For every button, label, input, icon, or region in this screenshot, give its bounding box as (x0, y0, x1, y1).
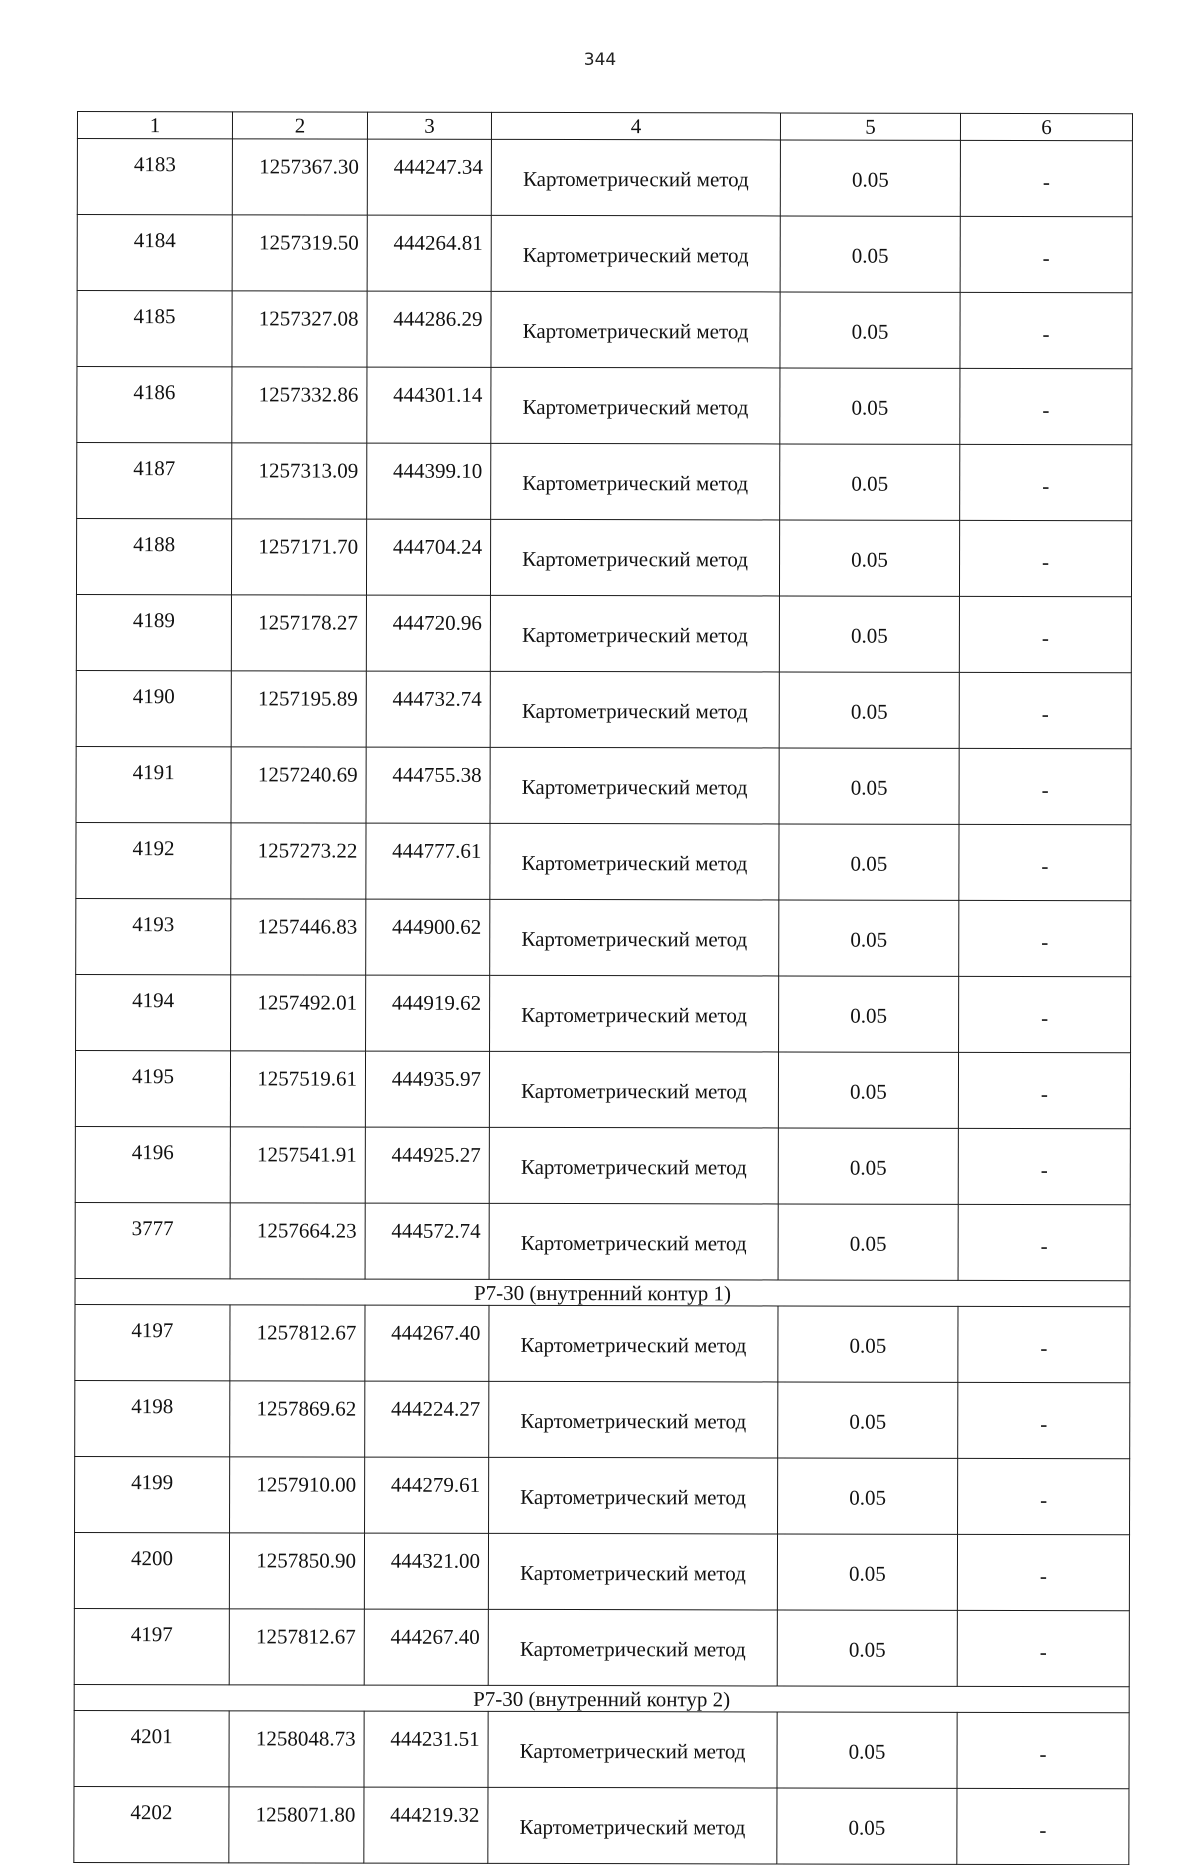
cell-x-coordinate: 1257332.86 (232, 367, 367, 443)
table-row (76, 670, 1131, 748)
cell-method: Картометрический метод (490, 747, 779, 824)
table-row (75, 1126, 1130, 1204)
cell-y-coordinate: 444231.51 (364, 1711, 488, 1787)
cell-x-coordinate: 1257367.30 (232, 139, 367, 215)
section-row (75, 1278, 1130, 1306)
cell-accuracy: 0.05 (780, 292, 960, 368)
cell-y-coordinate: 444279.61 (365, 1457, 489, 1533)
cell-point-number: 4196 (75, 1126, 230, 1202)
cell-note: - (957, 1610, 1129, 1686)
table-row (76, 746, 1131, 824)
cell-method: Картометрический метод (489, 1051, 778, 1128)
table-row (75, 1456, 1130, 1534)
column-header-4: 4 (491, 112, 780, 140)
cell-point-number: 4191 (76, 746, 231, 822)
cell-x-coordinate: 1258071.80 (229, 1787, 364, 1863)
cell-y-coordinate: 444925.27 (365, 1127, 489, 1203)
cell-x-coordinate: 1258048.73 (229, 1711, 364, 1787)
table-row (75, 1304, 1130, 1382)
cell-x-coordinate: 1257812.67 (230, 1305, 365, 1381)
cell-point-number: 4184 (77, 215, 232, 291)
cell-note: - (959, 824, 1131, 900)
cell-y-coordinate: 444919.62 (366, 975, 490, 1051)
cell-x-coordinate: 1257319.50 (232, 215, 367, 291)
cell-method: Картометрический метод (491, 291, 780, 368)
cell-point-number: 4186 (77, 367, 232, 443)
cell-method: Картометрический метод (489, 1305, 778, 1382)
cell-y-coordinate: 444264.81 (367, 215, 491, 291)
cell-accuracy: 0.05 (780, 140, 960, 216)
cell-x-coordinate: 1257240.69 (231, 747, 366, 823)
table-row (76, 898, 1131, 976)
cell-method: Картометрический метод (489, 1381, 778, 1458)
column-header-3: 3 (367, 112, 491, 139)
table-row (74, 1532, 1129, 1610)
cell-point-number: 4197 (74, 1608, 229, 1684)
cell-note: - (959, 900, 1131, 976)
cell-y-coordinate: 444732.74 (366, 671, 490, 747)
cell-accuracy: 0.05 (779, 520, 959, 596)
cell-method: Картометрический метод (488, 1533, 777, 1610)
cell-method: Картометрический метод (488, 1787, 777, 1864)
cell-note: - (958, 1128, 1130, 1204)
cell-x-coordinate: 1257178.27 (231, 595, 366, 671)
cell-y-coordinate: 444224.27 (365, 1381, 489, 1457)
cell-accuracy: 0.05 (778, 1204, 958, 1280)
table-row (77, 291, 1132, 369)
cell-method: Картометрический метод (488, 1609, 777, 1686)
cell-x-coordinate: 1257869.62 (230, 1381, 365, 1457)
cell-method: Картометрический метод (491, 215, 780, 292)
cell-y-coordinate: 444219.32 (364, 1787, 488, 1863)
cell-y-coordinate: 444301.14 (367, 367, 491, 443)
cell-y-coordinate: 444720.96 (366, 595, 490, 671)
cell-y-coordinate: 444247.34 (367, 139, 491, 215)
cell-accuracy: 0.05 (780, 368, 960, 444)
cell-y-coordinate: 444777.61 (366, 823, 490, 899)
cell-method: Картометрический метод (488, 1711, 777, 1788)
cell-note: - (959, 520, 1131, 596)
page-number: 344 (583, 50, 617, 70)
table-row (77, 215, 1132, 293)
cell-point-number: 4183 (77, 139, 232, 215)
cell-point-number: 4188 (76, 519, 231, 595)
cell-accuracy: 0.05 (779, 672, 959, 748)
cell-x-coordinate: 1257171.70 (231, 519, 366, 595)
cell-x-coordinate: 1257273.22 (231, 823, 366, 899)
cell-method: Картометрический метод (491, 443, 780, 520)
cell-y-coordinate: 444267.40 (364, 1609, 488, 1685)
cell-note: - (960, 292, 1132, 368)
cell-point-number: 3777 (75, 1202, 230, 1278)
cell-method: Картометрический метод (490, 671, 779, 748)
cell-x-coordinate: 1257313.09 (232, 443, 367, 519)
coordinates-table (73, 111, 1133, 1865)
cell-accuracy: 0.05 (778, 1458, 958, 1534)
cell-x-coordinate: 1257519.61 (230, 1051, 365, 1127)
table-row (76, 974, 1131, 1052)
cell-y-coordinate: 444286.29 (367, 291, 491, 367)
cell-point-number: 4187 (77, 443, 232, 519)
cell-point-number: 4192 (76, 822, 231, 898)
table-row (77, 139, 1132, 217)
cell-note: - (959, 976, 1131, 1052)
cell-accuracy: 0.05 (779, 976, 959, 1052)
cell-accuracy: 0.05 (778, 1306, 958, 1382)
cell-note: - (958, 1204, 1130, 1280)
cell-x-coordinate: 1257664.23 (230, 1203, 365, 1279)
cell-method: Картометрический метод (490, 595, 779, 672)
cell-x-coordinate: 1257910.00 (230, 1457, 365, 1533)
cell-note: - (959, 596, 1131, 672)
header-row (77, 112, 1132, 141)
cell-accuracy: 0.05 (780, 216, 960, 292)
cell-y-coordinate: 444572.74 (365, 1203, 489, 1279)
cell-note: - (957, 1534, 1129, 1610)
cell-method: Картометрический метод (490, 975, 779, 1052)
cell-note: - (958, 1306, 1130, 1382)
table-row (77, 367, 1132, 445)
cell-note: - (960, 140, 1132, 216)
cell-y-coordinate: 444321.00 (364, 1533, 488, 1609)
cell-y-coordinate: 444935.97 (365, 1051, 489, 1127)
cell-x-coordinate: 1257327.08 (232, 291, 367, 367)
cell-x-coordinate: 1257492.01 (231, 975, 366, 1051)
table-body (74, 112, 1133, 1865)
column-header-6: 6 (960, 113, 1132, 140)
cell-y-coordinate: 444399.10 (367, 443, 491, 519)
table-row (75, 1050, 1130, 1128)
cell-accuracy: 0.05 (777, 1712, 957, 1788)
cell-point-number: 4193 (76, 898, 231, 974)
cell-point-number: 4190 (76, 670, 231, 746)
table-row (74, 1710, 1129, 1788)
cell-method: Картометрический метод (490, 899, 779, 976)
cell-accuracy: 0.05 (777, 1534, 957, 1610)
cell-accuracy: 0.05 (777, 1610, 957, 1686)
cell-accuracy: 0.05 (778, 1382, 958, 1458)
section-label: Р7-30 (внутренний контур 2) (74, 1684, 1129, 1712)
cell-note: - (959, 748, 1131, 824)
cell-y-coordinate: 444704.24 (366, 519, 490, 595)
column-header-1: 1 (77, 112, 232, 139)
cell-x-coordinate: 1257446.83 (231, 899, 366, 975)
cell-note: - (957, 1712, 1129, 1788)
cell-note: - (959, 672, 1131, 748)
cell-accuracy: 0.05 (780, 444, 960, 520)
cell-method: Картометрический метод (491, 139, 780, 216)
cell-accuracy: 0.05 (778, 1052, 958, 1128)
cell-x-coordinate: 1257850.90 (229, 1533, 364, 1609)
cell-x-coordinate: 1257541.91 (230, 1127, 365, 1203)
cell-accuracy: 0.05 (778, 1128, 958, 1204)
cell-accuracy: 0.05 (779, 596, 959, 672)
cell-method: Картометрический метод (491, 367, 780, 444)
cell-y-coordinate: 444755.38 (366, 747, 490, 823)
cell-method: Картометрический метод (489, 1457, 778, 1534)
cell-point-number: 4198 (75, 1380, 230, 1456)
cell-x-coordinate: 1257195.89 (231, 671, 366, 747)
table-row (75, 1380, 1130, 1458)
cell-note: - (958, 1382, 1130, 1458)
cell-note: - (960, 216, 1132, 292)
cell-y-coordinate: 444267.40 (365, 1305, 489, 1381)
cell-note: - (957, 1788, 1129, 1864)
table-row (75, 1202, 1130, 1280)
cell-note: - (960, 444, 1132, 520)
table-row (77, 443, 1132, 521)
cell-note: - (958, 1052, 1130, 1128)
cell-point-number: 4189 (76, 595, 231, 671)
cell-note: - (960, 368, 1132, 444)
section-row (74, 1684, 1129, 1712)
table-row (74, 1786, 1129, 1864)
cell-accuracy: 0.05 (779, 824, 959, 900)
cell-method: Картометрический метод (490, 519, 779, 596)
cell-point-number: 4195 (75, 1050, 230, 1126)
table-row (76, 519, 1131, 597)
column-header-5: 5 (780, 113, 960, 140)
cell-accuracy: 0.05 (779, 748, 959, 824)
cell-point-number: 4199 (75, 1456, 230, 1532)
cell-accuracy: 0.05 (777, 1788, 957, 1864)
table-row (74, 1608, 1129, 1686)
cell-method: Картометрический метод (489, 1203, 778, 1280)
cell-point-number: 4201 (74, 1710, 229, 1786)
cell-accuracy: 0.05 (779, 900, 959, 976)
cell-point-number: 4197 (75, 1304, 230, 1380)
cell-point-number: 4202 (74, 1786, 229, 1862)
cell-point-number: 4194 (76, 974, 231, 1050)
cell-method: Картометрический метод (489, 1127, 778, 1204)
cell-point-number: 4200 (74, 1532, 229, 1608)
cell-method: Картометрический метод (490, 823, 779, 900)
cell-note: - (958, 1458, 1130, 1534)
table-row (76, 822, 1131, 900)
column-header-2: 2 (232, 112, 367, 139)
table-row (76, 595, 1131, 673)
cell-y-coordinate: 444900.62 (366, 899, 490, 975)
cell-point-number: 4185 (77, 291, 232, 367)
cell-x-coordinate: 1257812.67 (229, 1609, 364, 1685)
section-label: Р7-30 (внутренний контур 1) (75, 1278, 1130, 1306)
